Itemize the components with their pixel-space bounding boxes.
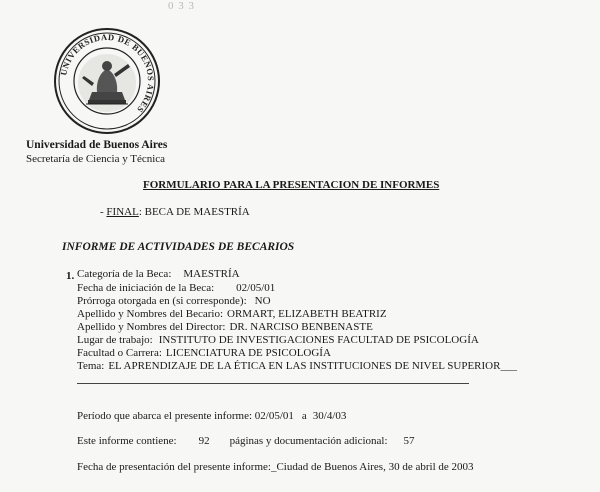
field-value: MAESTRÍA <box>183 268 240 280</box>
university-seal <box>52 26 162 136</box>
field-value: 02/05/01 <box>236 282 276 294</box>
field-lugar-trabajo <box>77 334 479 347</box>
archive-number-mark: 0 3 3 <box>168 0 195 12</box>
presentation-value: _Ciudad de Buenos Aires, 30 de abril de 2003 <box>270 461 474 473</box>
field-value: EL APRENDIZAJE DE LA ÉTICA EN LAS INSTITUCIONES DE NIVEL SUPERIOR___ <box>108 360 517 372</box>
contents-additional: 57 <box>403 435 415 447</box>
report-type-label: FINAL <box>106 206 139 218</box>
period-connector: a <box>301 410 307 422</box>
contents-pages: 92 <box>198 435 210 447</box>
field-label: Fecha de iniciación de la Beca: <box>77 282 215 294</box>
field-label: Categoría de la Beca: <box>77 268 172 280</box>
field-value: ORMART, ELIZABETH BEATRIZ <box>227 308 387 320</box>
field-value: NO <box>254 295 271 307</box>
field-value: LICENCIATURA DE PSICOLOGÍA <box>165 347 331 359</box>
field-facultad <box>77 347 331 360</box>
field-label: Apellido y Nombres del Director: <box>77 321 226 333</box>
field-prorroga <box>77 295 271 308</box>
field-director <box>77 321 373 334</box>
department-name: Secretaría de Ciencia y Técnica <box>26 153 166 165</box>
section-number: 1. <box>66 270 75 282</box>
field-becario <box>77 308 387 321</box>
institution-name: Universidad de Buenos Aires <box>26 139 168 151</box>
field-label: Prórroga otorgada en (si corresponde): <box>77 295 247 307</box>
report-type-prefix: - <box>100 206 107 218</box>
seal-ring-text: UNIVERSIDAD DE BUENOS AIRES <box>58 31 157 115</box>
presentation-label: Fecha de presentación del presente informe: <box>77 461 271 473</box>
form-title: FORMULARIO PARA LA PRESENTACION DE INFORMES <box>143 179 440 191</box>
field-fecha-inicio <box>77 282 275 295</box>
contents-label: Este informe contiene: <box>77 435 177 447</box>
field-categoria <box>77 268 240 281</box>
field-value: INSTITUTO DE INVESTIGACIONES FACULTAD DE PSICOLOGÍA <box>158 334 479 346</box>
contents-pages-label: páginas y documentación adicional: <box>229 435 388 447</box>
field-label: Lugar de trabajo: <box>77 334 153 346</box>
period-from: 02/05/01 <box>254 410 294 422</box>
presentation-date <box>77 461 474 473</box>
report-type-value: : BECA DE MAESTRÍA <box>138 206 250 218</box>
period-to: 30/4/03 <box>312 410 347 422</box>
report-type-line <box>100 206 250 218</box>
field-label: Tema: <box>77 360 105 372</box>
section-title: INFORME DE ACTIVIDADES DE BECARIOS <box>62 241 295 253</box>
tema-continuation-line <box>77 383 469 384</box>
field-label: Apellido y Nombres del Becario: <box>77 308 224 320</box>
field-label: Facultad o Carrera: <box>77 347 162 359</box>
field-tema <box>77 360 517 373</box>
field-value: DR. NARCISO BENBENASTE <box>229 321 373 333</box>
report-contents <box>77 435 415 447</box>
period-label: Período que abarca el presente informe: <box>77 410 253 422</box>
report-period <box>77 410 346 422</box>
